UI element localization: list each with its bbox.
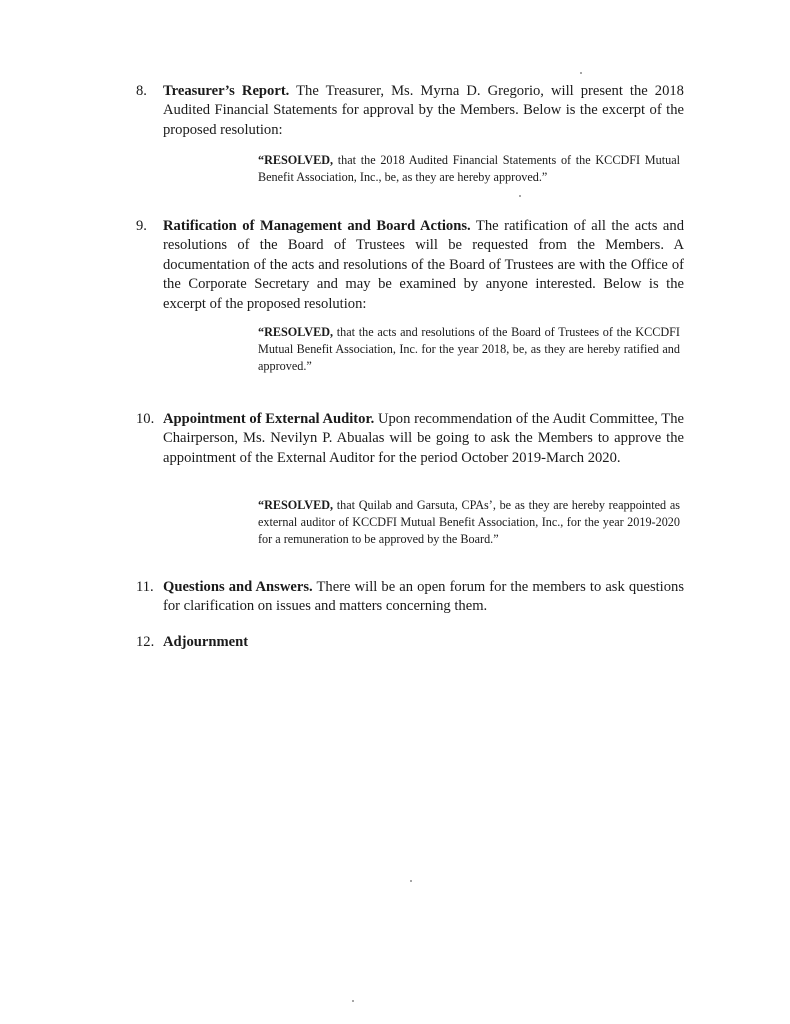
item-text: There will be an open forum for the members to ask questions for clarification on issues and matters concerning them. bbox=[163, 579, 685, 615]
resolution-quote-8 bbox=[258, 152, 680, 186]
scan-speck bbox=[519, 195, 521, 197]
item-paragraph bbox=[163, 82, 684, 140]
agenda-item-8 bbox=[136, 82, 684, 140]
quote-text: that the 2018 Audited Financial Statements of the KCCDFI Mutual Benefit Association, Inc., be, as they are hereby approved.” bbox=[258, 153, 680, 184]
item-heading: Appointment of External Auditor. bbox=[163, 411, 375, 427]
resolution-quote-10 bbox=[258, 497, 680, 547]
agenda-item-9 bbox=[136, 217, 684, 314]
item-heading: Questions and Answers. bbox=[163, 579, 313, 595]
item-number: 8. bbox=[136, 83, 147, 99]
scan-speck bbox=[352, 1000, 354, 1002]
item-number: 9. bbox=[136, 218, 147, 234]
quote-lead: “RESOLVED, bbox=[258, 153, 334, 167]
item-heading: Treasurer’s Report. bbox=[163, 83, 290, 99]
item-text: Upon recommendation of the Audit Committee, The Chairperson, Ms. Nevilyn P. Abualas will be going to ask the Members to approve the appointment of the External Auditor for the period October 2019-March 2020. bbox=[163, 411, 684, 466]
item-paragraph bbox=[163, 410, 684, 468]
quote-text: that Quilab and Garsuta, CPAs’, be as they are hereby reappointed as external auditor of KCCDFI Mutual Benefit Association, Inc., for the year 2019-2020 for a remuneration to be approved by the Board.” bbox=[258, 498, 680, 546]
resolution-quote-9 bbox=[258, 324, 680, 374]
item-heading: Ratification of Management and Board Actions. bbox=[163, 218, 471, 234]
item-text: The Treasurer, Ms. Myrna D. Gregorio, will present the 2018 Audited Financial Statements for approval by the Members. Below is the excerpt of the proposed resolution: bbox=[163, 83, 684, 138]
item-paragraph bbox=[163, 217, 684, 314]
quote-text: that the acts and resolutions of the Board of Trustees of the KCCDFI Mutual Benefit Association, Inc. for the year 2018, be, as they are hereby ratified and approved.” bbox=[258, 325, 680, 373]
item-heading: Adjournment bbox=[163, 634, 249, 650]
quote-lead: “RESOLVED, bbox=[258, 325, 334, 339]
item-number: 12. bbox=[136, 634, 155, 650]
item-number: 10. bbox=[136, 411, 155, 427]
item-text: The ratification of all the acts and resolutions of the Board of Trustees will be requested from the Members. A documentation of the acts and resolutions of the Board of Trustees are with the Office of the Corporate Secretary and may be examined by anyone interested. Below is the excerpt of the proposed resolution: bbox=[163, 218, 684, 312]
scan-speck bbox=[580, 72, 582, 74]
agenda-item-11 bbox=[136, 578, 684, 617]
quote-lead: “RESOLVED, bbox=[258, 498, 334, 512]
agenda-item-12 bbox=[136, 633, 684, 652]
item-number: 11. bbox=[136, 579, 154, 595]
scan-speck bbox=[410, 880, 412, 882]
item-paragraph bbox=[163, 633, 684, 652]
agenda-item-10 bbox=[136, 410, 684, 468]
item-paragraph bbox=[163, 578, 684, 617]
